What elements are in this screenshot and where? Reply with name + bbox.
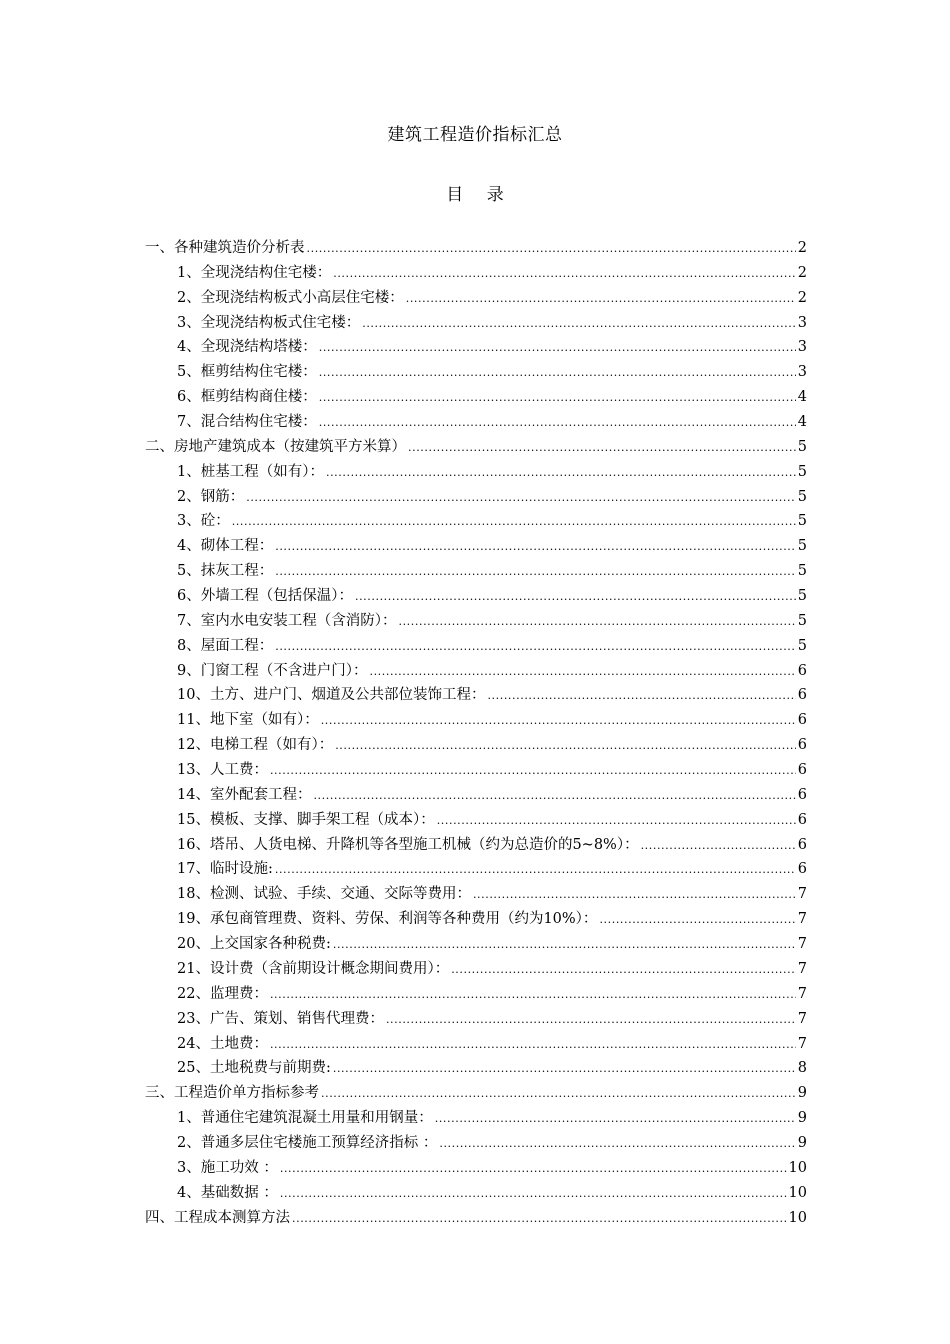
toc-entry-label: 3、全现浇结构板式住宅楼： <box>177 314 361 331</box>
toc-entry-page-number: 10 <box>788 1159 807 1176</box>
dot-leader <box>369 660 795 685</box>
toc-entry-page-number: 6 <box>797 836 807 853</box>
toc-entry-label: 19、承包商管理费、资料、劳保、利润等各种费用（约为10%）： <box>177 911 598 928</box>
toc-entry[interactable] <box>145 410 807 435</box>
dot-leader <box>270 1033 796 1058</box>
dot-leader <box>319 411 796 436</box>
dot-leader <box>319 386 796 411</box>
toc-entry-label: 24、土地费： <box>177 1035 268 1052</box>
toc-entry[interactable] <box>145 1156 807 1181</box>
dot-leader <box>386 1008 796 1033</box>
dot-leader <box>362 312 796 337</box>
dot-leader <box>270 983 796 1008</box>
toc-entry-page-number: 6 <box>797 712 807 729</box>
dot-leader <box>246 486 796 511</box>
toc-entry[interactable] <box>145 485 807 510</box>
toc-entry-label: 12、电梯工程（如有）： <box>177 737 334 754</box>
toc-entry-page-number: 7 <box>797 1010 807 1027</box>
dot-leader <box>307 237 796 262</box>
dot-leader <box>451 958 796 983</box>
toc-entry[interactable] <box>145 584 807 609</box>
dot-leader <box>275 535 796 560</box>
dot-leader <box>437 809 796 834</box>
toc-entry-page-number: 9 <box>797 1110 807 1127</box>
toc-entry[interactable] <box>145 385 807 410</box>
toc-entry-label: 4、基础数据 ： <box>177 1184 278 1201</box>
dot-leader <box>398 610 795 635</box>
toc-entry-page-number: 9 <box>797 1134 807 1151</box>
dot-leader <box>335 734 796 759</box>
toc-entry[interactable] <box>145 634 807 659</box>
toc-entry[interactable] <box>145 659 807 684</box>
dot-leader <box>280 1182 787 1207</box>
dot-leader <box>599 908 795 933</box>
toc-entry-label: 25、土地税费与前期费: <box>177 1060 331 1077</box>
toc-entry-page-number: 6 <box>797 861 807 878</box>
toc-entry[interactable] <box>145 435 807 460</box>
toc-entry[interactable] <box>145 460 807 485</box>
toc-entry-label: 5、框剪结构住宅楼： <box>177 364 317 381</box>
dot-leader <box>319 336 796 361</box>
toc-entry[interactable] <box>145 335 807 360</box>
toc-entry[interactable] <box>145 808 807 833</box>
toc-entry[interactable] <box>145 286 807 311</box>
toc-entry-page-number: 4 <box>797 414 807 431</box>
toc-entry[interactable] <box>145 360 807 385</box>
table-of-contents <box>145 236 807 1230</box>
toc-entry[interactable] <box>145 907 807 932</box>
toc-entry-page-number: 5 <box>797 438 807 455</box>
toc-entry-label: 10、土方、进户门、烟道及公共部位装饰工程： <box>177 687 486 704</box>
toc-entry-page-number: 6 <box>797 662 807 679</box>
toc-entry-page-number: 7 <box>797 886 807 903</box>
dot-leader <box>487 684 795 709</box>
toc-entry-label: 9、门窗工程（不含进户门）： <box>177 662 368 679</box>
toc-entry-label: 2、普通多层住宅楼施工预算经济指标 ： <box>177 1134 438 1151</box>
toc-entry[interactable] <box>145 1007 807 1032</box>
toc-entry-label: 3、施工功效 ： <box>177 1159 278 1176</box>
toc-entry-page-number: 5 <box>797 563 807 580</box>
dot-leader <box>232 510 796 535</box>
toc-entry-label: 6、框剪结构商住楼： <box>177 389 317 406</box>
toc-entry[interactable] <box>145 708 807 733</box>
toc-entry-page-number: 6 <box>797 737 807 754</box>
toc-entry[interactable] <box>145 1056 807 1081</box>
toc-entry-page-number: 7 <box>797 911 807 928</box>
dot-leader <box>333 1057 796 1082</box>
toc-entry[interactable] <box>145 857 807 882</box>
dot-leader <box>333 262 796 287</box>
toc-entry-label: 21、设计费（含前期设计概念期间费用）： <box>177 960 450 977</box>
toc-entry-page-number: 6 <box>797 762 807 779</box>
toc-entry-page-number: 5 <box>797 637 807 654</box>
toc-entry-label: 一、各种建筑造价分析表 <box>145 240 305 256</box>
toc-entry-label: 14、室外配套工程： <box>177 786 312 803</box>
toc-entry-page-number: 7 <box>797 936 807 953</box>
toc-entry-page-number: 2 <box>797 240 807 256</box>
dot-leader <box>435 1107 796 1132</box>
toc-entry-page-number: 2 <box>797 264 807 281</box>
toc-entry-label: 23、广告、策划、销售代理费： <box>177 1010 384 1027</box>
toc-entry-page-number: 5 <box>797 612 807 629</box>
toc-entry-label: 15、模板、支撑、脚手架工程（成本）： <box>177 811 435 828</box>
toc-entry-label: 4、全现浇结构塔楼： <box>177 339 317 356</box>
toc-entry-label: 二、房地产建筑成本（按建筑平方米算） <box>145 438 406 455</box>
toc-entry-page-number: 3 <box>797 364 807 381</box>
toc-entry[interactable] <box>145 509 807 534</box>
toc-entry[interactable] <box>145 783 807 808</box>
toc-entry-label: 7、混合结构住宅楼： <box>177 414 317 431</box>
toc-entry-label: 18、检测、试验、手续、交通、交际等费用： <box>177 886 471 903</box>
toc-entry[interactable] <box>145 559 807 584</box>
toc-entry[interactable] <box>145 236 807 261</box>
toc-entry-page-number: 5 <box>797 513 807 530</box>
dot-leader <box>355 585 796 610</box>
dot-leader <box>408 436 796 461</box>
toc-entry-label: 3、砼： <box>177 513 230 530</box>
toc-entry-page-number: 10 <box>788 1184 807 1201</box>
dot-leader <box>275 635 796 660</box>
toc-entry[interactable] <box>145 1081 807 1106</box>
toc-entry-label: 四、工程成本测算方法 <box>145 1209 290 1226</box>
toc-entry[interactable] <box>145 1106 807 1131</box>
toc-entry[interactable] <box>145 758 807 783</box>
document-title: 建筑工程造价指标汇总 <box>387 125 563 145</box>
toc-entry[interactable] <box>145 311 807 336</box>
toc-entry-label: 2、全现浇结构板式小高层住宅楼： <box>177 289 404 306</box>
dot-leader <box>313 784 795 809</box>
toc-entry-page-number: 10 <box>788 1209 807 1226</box>
dot-leader <box>439 1132 795 1157</box>
toc-entry[interactable] <box>145 1032 807 1057</box>
toc-entry-page-number: 2 <box>797 289 807 306</box>
toc-entry-label: 20、上交国家各种税费: <box>177 936 331 953</box>
toc-entry-page-number: 6 <box>797 786 807 803</box>
toc-entry-page-number: 6 <box>797 687 807 704</box>
toc-entry-page-number: 3 <box>797 314 807 331</box>
toc-entry[interactable] <box>145 733 807 758</box>
toc-entry-label: 1、普通住宅建筑混凝土用量和用钢量： <box>177 1110 433 1127</box>
toc-entry-label: 16、塔吊、人货电梯、升降机等各型施工机械（约为总造价的5~8%）： <box>177 836 639 853</box>
dot-leader <box>270 759 796 784</box>
toc-entry-page-number: 9 <box>797 1085 807 1102</box>
toc-entry-page-number: 6 <box>797 811 807 828</box>
dot-leader <box>319 361 796 386</box>
dot-leader <box>641 834 796 859</box>
dot-leader <box>280 1157 787 1182</box>
toc-heading: 目 录 <box>446 185 504 205</box>
toc-entry[interactable] <box>145 1206 807 1231</box>
toc-entry-label: 7、室内水电安装工程（含消防）： <box>177 612 397 629</box>
toc-entry-label: 4、砌体工程： <box>177 538 274 555</box>
toc-entry[interactable] <box>145 1181 807 1206</box>
toc-entry-page-number: 7 <box>797 985 807 1002</box>
toc-entry[interactable] <box>145 1131 807 1156</box>
dot-leader <box>275 560 796 585</box>
toc-entry[interactable] <box>145 882 807 907</box>
toc-entry-page-number: 7 <box>797 960 807 977</box>
toc-entry[interactable] <box>145 534 807 559</box>
toc-entry-page-number: 8 <box>797 1060 807 1077</box>
toc-entry-label: 1、桩基工程（如有）： <box>177 463 324 480</box>
dot-leader <box>292 1207 787 1232</box>
dot-leader <box>333 933 796 958</box>
toc-entry-label: 6、外墙工程（包括保温）： <box>177 588 353 605</box>
dot-leader <box>473 883 796 908</box>
dot-leader <box>321 1082 796 1107</box>
toc-entry-label: 11、地下室（如有）： <box>177 712 319 729</box>
toc-entry-label: 5、抹灰工程： <box>177 563 274 580</box>
toc-entry-page-number: 7 <box>797 1035 807 1052</box>
toc-entry-label: 13、人工费： <box>177 762 268 779</box>
toc-entry-label: 8、屋面工程： <box>177 637 274 654</box>
toc-entry-label: 2、钢筋： <box>177 488 245 505</box>
toc-entry-page-number: 4 <box>797 389 807 406</box>
toc-entry-page-number: 5 <box>797 588 807 605</box>
toc-entry[interactable] <box>145 683 807 708</box>
toc-entry-page-number: 3 <box>797 339 807 356</box>
toc-entry-page-number: 5 <box>797 463 807 480</box>
toc-entry-page-number: 5 <box>797 538 807 555</box>
toc-entry[interactable] <box>145 932 807 957</box>
toc-entry-label: 1、全现浇结构住宅楼： <box>177 264 332 281</box>
dot-leader <box>406 287 796 312</box>
toc-entry[interactable] <box>145 982 807 1007</box>
dot-leader <box>326 461 796 486</box>
toc-entry-label: 三、工程造价单方指标参考 <box>145 1085 319 1102</box>
toc-entry[interactable] <box>145 609 807 634</box>
toc-entry-label: 17、临时设施: <box>177 861 273 878</box>
toc-entry[interactable] <box>145 833 807 858</box>
toc-entry-page-number: 5 <box>797 488 807 505</box>
toc-entry-label: 22、监理费： <box>177 985 268 1002</box>
toc-entry[interactable] <box>145 261 807 286</box>
dot-leader <box>275 858 796 883</box>
toc-entry[interactable] <box>145 957 807 982</box>
dot-leader <box>321 709 796 734</box>
